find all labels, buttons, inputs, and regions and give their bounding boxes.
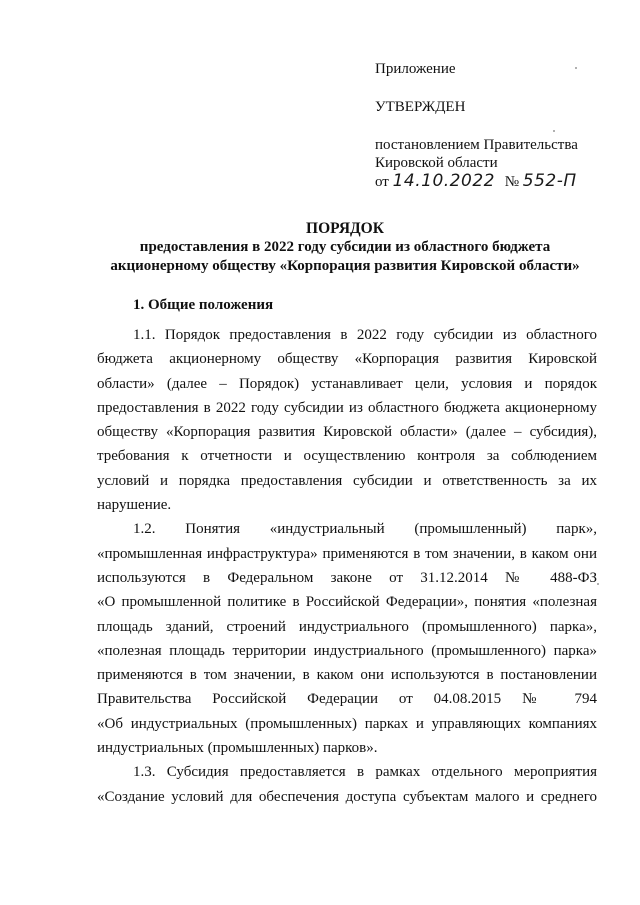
paragraph-line: площадь зданий, строений индустриального (промышленного) парка»,	[97, 618, 597, 635]
scan-speck	[575, 67, 577, 69]
paragraph-line: Правительства Российской Федерации от 04.08.2015 № 794	[97, 691, 597, 708]
resolution-line-1: постановлением Правительства	[375, 137, 578, 153]
paragraph-line: 1.1. Порядок предоставления в 2022 году субсидии из областного	[133, 327, 597, 343]
approval-block	[375, 60, 625, 191]
document-body	[97, 323, 597, 809]
paragraph-line: области» (далее – Порядок) устанавливает цели, условия и порядок	[97, 375, 597, 392]
appendix-label: Приложение	[375, 61, 456, 77]
paragraph-line: «промышленная инфраструктура» применяются в том значении, в каком они	[97, 545, 597, 562]
approved-label: УТВЕРЖДЕН	[375, 99, 466, 115]
paragraph-line: «полезная площадь территории индустриального (промышленного) парка»	[97, 642, 597, 659]
paragraph-line: «О промышленной политике в Российской Федерации», понятия «полезная	[97, 594, 597, 611]
title-line-1: предоставления в 2022 году субсидии из областного бюджета	[139, 239, 551, 255]
scan-speck	[597, 583, 599, 585]
scan-speck	[553, 130, 555, 132]
paragraph-line: используются в Федеральном законе от 31.12.2014 № 488-ФЗ	[97, 569, 597, 586]
paragraph-line: 1.3. Субсидия предоставляется в рамках отдельного мероприятия	[133, 764, 597, 781]
title-main: ПОРЯДОК	[306, 220, 384, 237]
number-prefix: №	[504, 174, 520, 190]
paragraph-line: требования к отчетности и осуществлению контроля за соблюдением	[97, 448, 597, 465]
paragraph-line: нарушение.	[97, 497, 172, 514]
paragraph-line: обществу «Корпорация развития Кировской области» (далее – субсидия),	[97, 424, 597, 441]
paragraph-line: бюджета акционерному обществу «Корпорация развития Кировской	[97, 351, 597, 368]
handwritten-number: 552-П	[522, 171, 577, 191]
paragraph-line: условий и порядка предоставления субсидии и ответственность за их	[97, 472, 597, 489]
title-line-2: акционерному обществу «Корпорация развития Кировской области»	[110, 258, 580, 274]
handwritten-date: 14.10.2022	[392, 171, 495, 191]
paragraph-line: предоставления в 2022 году субсидии из областного бюджета акционерному	[97, 399, 597, 416]
paragraph-line: «Создание условий для обеспечения доступа субъектам малого и среднего	[97, 788, 597, 805]
paragraph-line: индустриальных (промышленных) парков».	[97, 740, 378, 757]
paragraph-line: применяются в том значении, в каком они используются в постановлении	[97, 667, 597, 684]
paragraph-line: 1.2. Понятия «индустриальный (промышленный) парк»,	[133, 521, 597, 538]
paragraph-line: «Об индустриальных (промышленных) парках и управляющих компаниях	[97, 715, 597, 732]
date-prefix: от	[375, 174, 389, 190]
resolution-line-2: Кировской области	[375, 155, 498, 171]
date-number-line	[375, 172, 625, 191]
section-heading: 1. Общие положения	[133, 297, 274, 313]
document-title	[60, 219, 630, 276]
